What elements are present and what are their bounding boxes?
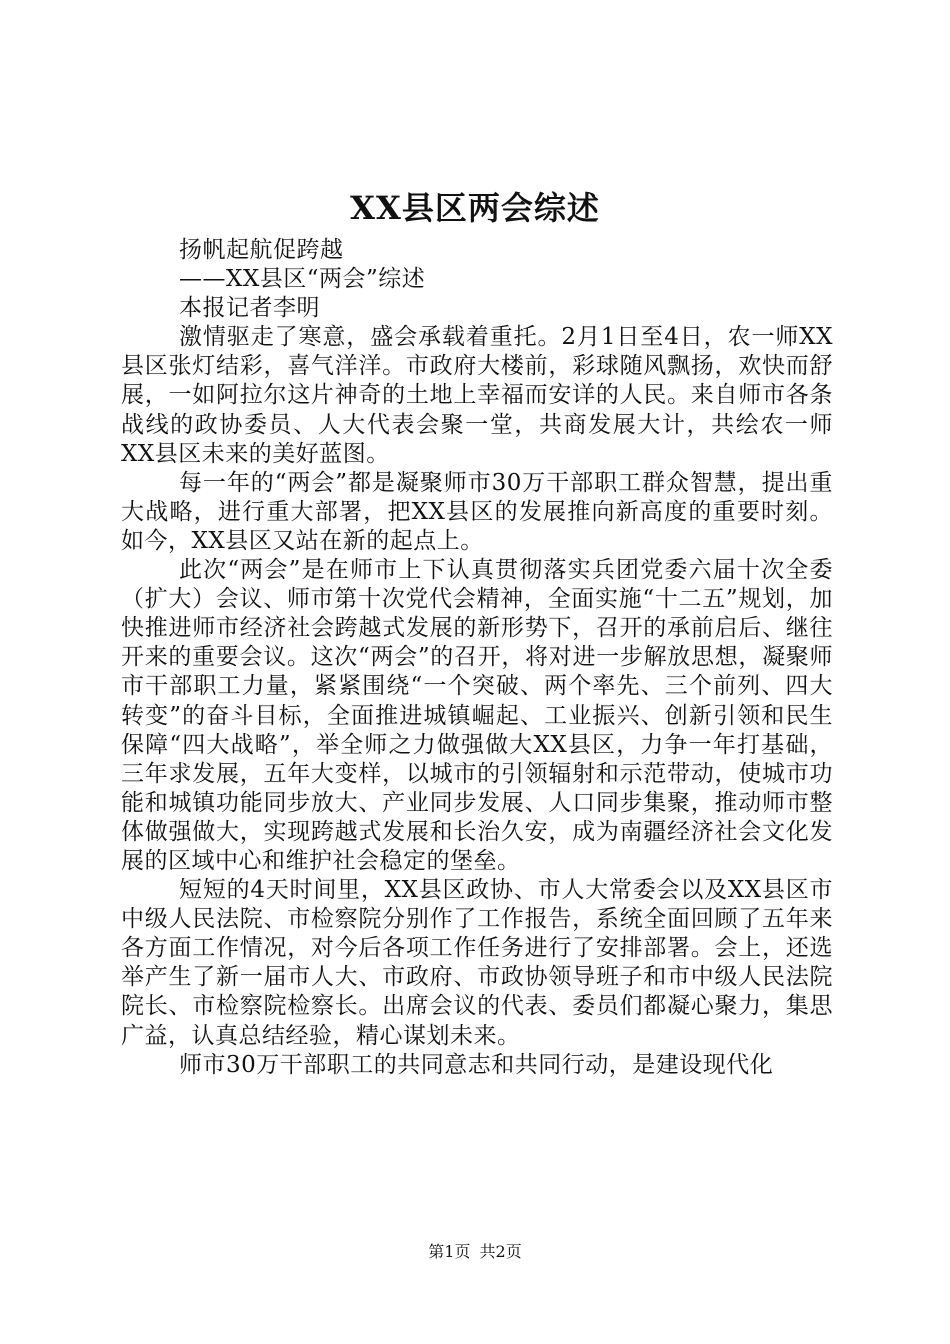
byline: 本报记者李明 [179,295,320,322]
subheading: ——XX县区“两会”综述 [179,266,426,293]
paragraph-4: 短短的4天时间里，XX县区政协、市人大常委会以及XX县区市中级人民法院、市检察院分别作了工作报告，系统全面回顾了五年来各方面工作情况，对今后各项工作任务进行了安排部署。会上，还选举产生了新一届市人大、市政府、市政协领导班子和市中级人民法院院长、市检察院检察长。出席会议的代表、委员们都凝心聚力，集思广益，认真总结经验，精心谋划未来。 [121,877,833,1049]
page-footer [0,1241,950,1263]
document-title: XX县区两会综述 [350,189,600,227]
subtitle: 扬帆起航促跨越 [179,237,344,263]
paragraph-5: 师市30万干部职工的共同意志和共同行动，是建设现代化 [179,1051,774,1078]
page-total: 共2页 [479,1242,522,1261]
paragraph-3: 此次“两会”是在师市上下认真贯彻落实兵团党委六届十次全委（扩大）会议、师市第十次党代会精神，全面实施“十二五”规划，加快推进师市经济社会跨越式发展的新形势下，召开的承前启后、继往开来的重要会议。这次“两会”的召开，将对进一步解放思想，凝聚师市干部职工力量，紧紧围绕“一个突破、两个率先、三个前列、四大转变”的奋斗目标，全面推进城镇崛起、工业振兴、创新引领和民生保障“四大战略”，举全师之力做强做大XX县区，力争一年打基础，三年求发展，五年大变样，以城市的引领辐射和示范带动，使城市功能和城镇功能同步放大、产业同步发展、人口同步集聚，推动师市整体做强做大，实现跨越式发展和长治久安，成为南疆经济社会文化发展的区域中心和维护社会稳定的堡垒。 [121,557,833,874]
document-body [121,236,833,1080]
paragraph-1: 激情驱走了寒意，盛会承载着重托。2月1日至4日，农一师XX县区张灯结彩，喜气洋洋。市政府大楼前，彩球随风飘扬，欢快而舒展，一如阿拉尔这片神奇的土地上幸福而安详的人民。来自师市各条战线的政协委员、人大代表会聚一堂，共商发展大计，共绘农一师XX县区未来的美好蓝图。 [121,324,833,467]
paragraph-2: 每一年的“两会”都是凝聚师市30万干部职工群众智慧，提出重大战略，进行重大部署，把XX县区的发展推向新高度的重要时刻。如今，XX县区又站在新的起点上。 [121,469,833,554]
page-number: 第1页 [428,1242,471,1261]
